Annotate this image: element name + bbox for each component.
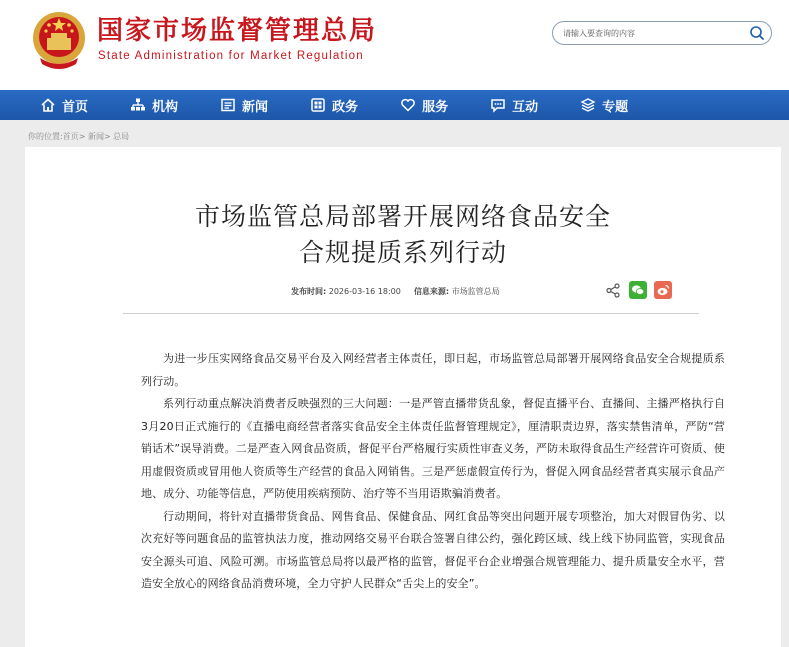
nav-item-home[interactable] <box>40 90 88 120</box>
divider <box>123 313 699 314</box>
article-title <box>25 199 781 271</box>
chat-icon <box>490 97 506 113</box>
national-emblem-icon[interactable] <box>30 8 88 74</box>
nav-label: 专题 <box>602 99 629 115</box>
publish-time: 2026-03-16 18:00 <box>328 287 401 296</box>
nav-label: 新闻 <box>242 99 269 115</box>
nav-label: 政务 <box>332 99 359 115</box>
nav-label: 机构 <box>152 99 179 115</box>
nav-label: 互动 <box>512 99 539 115</box>
article-meta <box>291 286 500 297</box>
nav-item-service[interactable] <box>400 90 448 120</box>
org-chart-icon <box>130 97 146 113</box>
share-bar <box>605 281 672 299</box>
home-icon <box>40 97 56 113</box>
publish-time-label: 发布时间: <box>291 287 327 296</box>
nav-item-government[interactable] <box>310 90 358 120</box>
site-title-cn[interactable]: 国家市场监督管理总局 <box>97 16 378 46</box>
wechat-icon[interactable] <box>629 281 647 299</box>
share-icon[interactable] <box>605 282 622 299</box>
layers-icon <box>580 97 596 113</box>
heart-icon <box>400 97 416 113</box>
nav-item-news[interactable] <box>220 90 268 120</box>
site-header <box>0 0 789 90</box>
article-title-line: 合规提质系列行动 <box>298 238 507 267</box>
search-icon[interactable] <box>749 25 765 41</box>
source-label: 信息来源: <box>413 287 450 296</box>
main-nav <box>0 90 789 120</box>
nav-item-organization[interactable] <box>130 90 178 120</box>
breadcrumb[interactable]: 你的位置:首页> 新闻> 总局 <box>28 132 130 141</box>
nav-label: 首页 <box>62 99 89 115</box>
source: 市场监管总局 <box>451 287 500 296</box>
weibo-icon[interactable] <box>654 281 672 299</box>
search-input[interactable] <box>563 25 733 41</box>
article-body <box>141 348 725 596</box>
article-paragraph: 为进一步压实网络食品交易平台及入网经营者主体责任，即日起，市场监管总局部署开展网络食品安全合规提质系列行动。 <box>141 352 725 388</box>
article-container <box>25 147 781 647</box>
government-icon <box>310 97 326 113</box>
nav-item-topics[interactable] <box>580 90 628 120</box>
news-icon <box>220 97 236 113</box>
nav-item-interaction[interactable] <box>490 90 538 120</box>
article-paragraph: 行动期间，将针对直播带货食品、网售食品、保健食品、网红食品等突出问题开展专项整治，加大对假冒伪劣、以次充好等问题食品的监管执法力度，推动网络交易平台联合签署自律公约，强化跨区域、线上线下协同监管，实现食品安全源头可追、风险可溯。市场监管总局将以最严格的监管，督促平台企业增强合规管理能力、提升质量安全水平，营造安全放心的网络食品消费环境，全力守护人民群众“舌尖上的安全”。 <box>141 509 725 590</box>
search-box <box>552 21 772 45</box>
article-title-line: 市场监管总局部署开展网络食品安全 <box>194 202 611 231</box>
article-paragraph: 系列行动重点解决消费者反映强烈的三大问题：一是严管直播带货乱象，督促直播平台、直播间、主播严格执行自3月20日正式施行的《直播电商经营者落实食品安全主体责任监督管理规定》，厘清职责边界，落实禁售清单，严防“营销话术”误导消费。二是严查入网食品资质，督促平台严格履行实质性审查义务，严防未取得食品生产经营许可资质、使用虚假资质或冒用他人资质等生产经营的食品入网销售。三是严惩虚假宣传行为，督促入网食品经营者真实展示食品产地、成分、功能等信息，严防使用疾病预防、治疗等不当用语欺骗消费者。 <box>141 397 725 500</box>
site-title-en: State Administration for Market Regulation <box>98 50 364 62</box>
nav-label: 服务 <box>422 99 449 115</box>
